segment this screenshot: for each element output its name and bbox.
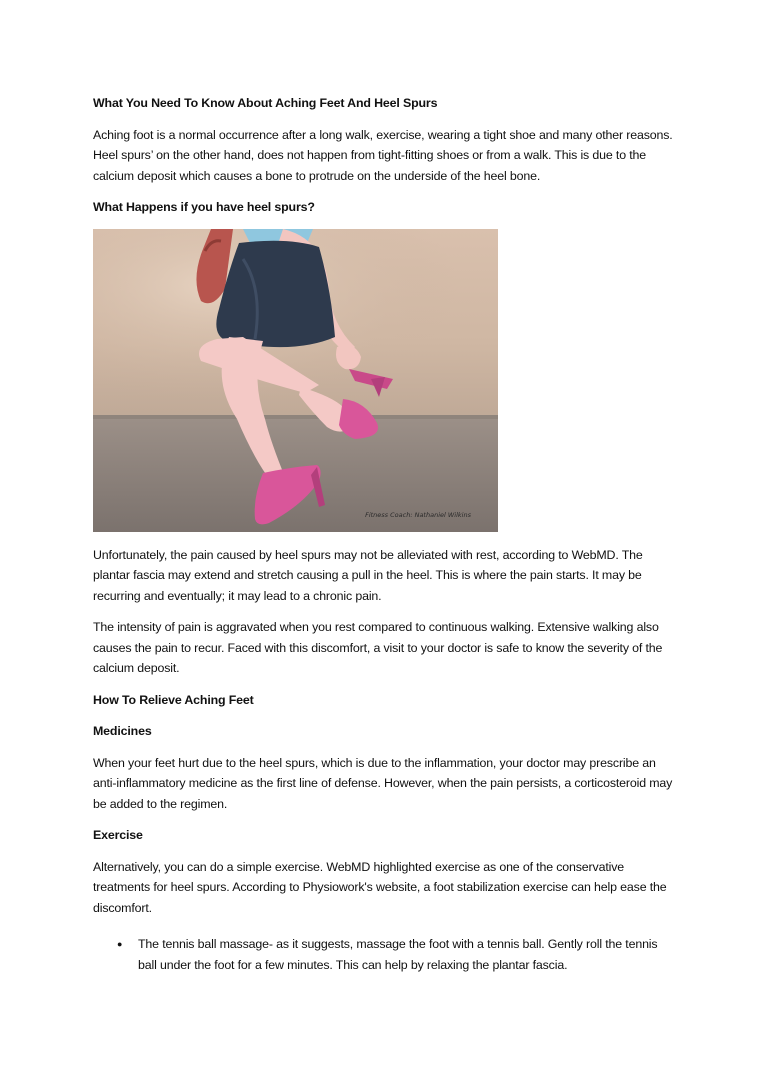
heading-what-happens: What Happens if you have heel spurs?	[93, 200, 315, 214]
paragraph-exercise: Alternatively, you can do a simple exercise. WebMD highlighted exercise as one of the conservative treatments for heel spurs. According to Physiowork's website, a foot stabilization exercise can help ease the discomfort.	[93, 859, 667, 915]
heel-spur-illustration	[93, 229, 498, 532]
paragraph-medicines: When your feet hurt due to the heel spurs, which is due to the inflammation, your doctor may prescribe an anti-inflammatory medicine as the first line of defense. However, when the pain persists, a corticosteroid may be added to the regimen.	[93, 755, 673, 811]
article-body	[93, 93, 678, 975]
bullet-icon: ●	[117, 939, 123, 949]
intro-paragraph: Aching foot is a normal occurrence after a long walk, exercise, wearing a tight shoe and many other reasons. Heel spurs’ on the other hand, does not happen from tight-fitting shoes or from a walk. This is due to the calcium deposit which causes a bone to protrude on the underside of the heel bone.	[93, 127, 673, 183]
list-item-text: The tennis ball massage- as it suggests, massage the foot with a tennis ball. Gently roll the tennis ball under the foot for a few minutes. This can help by relaxing the plantar fascia.	[138, 937, 658, 972]
exercise-list	[93, 934, 678, 975]
heading-exercise: Exercise	[93, 828, 143, 842]
woman-holding-heel-icon	[93, 229, 498, 532]
paragraph-intensity: The intensity of pain is aggravated when you rest compared to continuous walking. Extensive walking also causes the pain to recur. Faced with this discomfort, a visit to your doctor is safe to know the severity of the calcium deposit.	[93, 620, 663, 675]
article-title: What You Need To Know About Aching Feet And Heel Spurs	[93, 96, 438, 110]
image-credit: Fitness Coach: Nathaniel Wilkins	[365, 511, 471, 519]
paragraph-unfortunately: Unfortunately, the pain caused by heel spurs may not be alleviated with rest, according to WebMD. The plantar fascia may extend and stretch causing a pull in the heel. This is where the pain starts. It may be recurring and eventually; it may lead to a chronic pain.	[93, 547, 643, 603]
list-item	[93, 934, 678, 975]
heading-medicines: Medicines	[93, 724, 152, 738]
heading-relieve: How To Relieve Aching Feet	[93, 692, 254, 707]
